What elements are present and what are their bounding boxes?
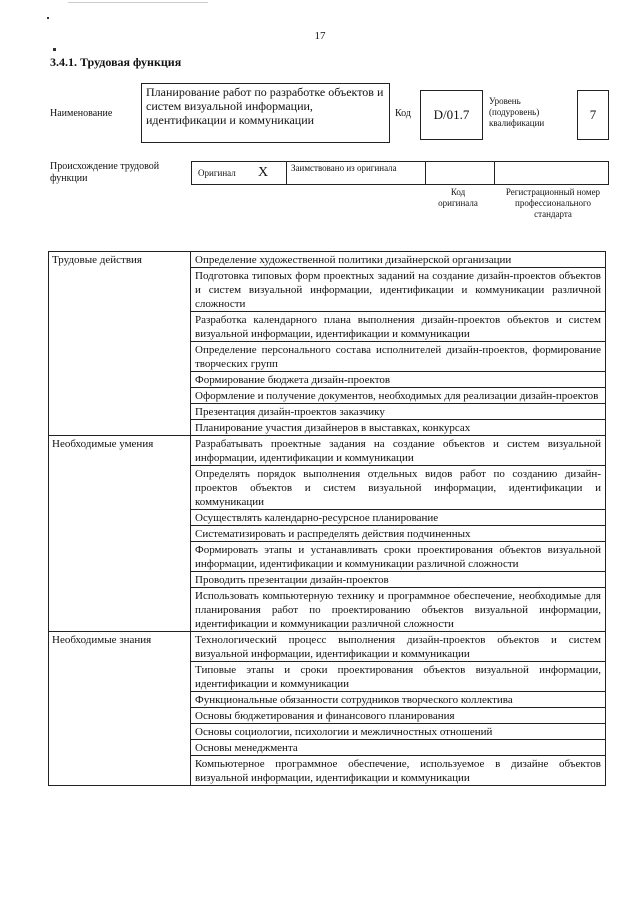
item-cell: Планирование участия дизайнеров в выставках, конкурсах xyxy=(191,420,606,436)
item-cell: Технологический процесс выполнения дизайн-проектов объектов и систем визуальной информации, идентификации и коммуникации xyxy=(191,632,606,662)
category-cell: Необходимые умения xyxy=(49,436,191,632)
code-label: Код xyxy=(395,108,411,119)
item-cell: Определять порядок выполнения отдельных видов работ по созданию дизайн-проектов объектов и систем визуальной информации, идентификации и коммуникации xyxy=(191,466,606,510)
item-cell: Проводить презентации дизайн-проектов xyxy=(191,572,606,588)
name-value-box xyxy=(141,83,390,143)
item-cell: Определение персонального состава исполнителей дизайн-проектов, формирование творческих групп xyxy=(191,342,606,372)
function-name: Планирование работ по разработке объектов и систем визуальной информации, идентификации и коммуникации xyxy=(146,85,384,127)
category-cell: Необходимые знания xyxy=(49,632,191,786)
item-cell: Осуществлять календарно-ресурсное планирование xyxy=(191,510,606,526)
item-cell: Презентация дизайн-проектов заказчику xyxy=(191,404,606,420)
item-cell: Формирование бюджета дизайн-проектов xyxy=(191,372,606,388)
item-cell: Оформление и получение документов, необходимых для реализации дизайн-проектов xyxy=(191,388,606,404)
function-table xyxy=(48,251,606,786)
level-value: 7 xyxy=(589,107,597,122)
item-cell: Подготовка типовых форм проектных заданий на создание дизайн-проектов объектов и систем визуальной информации, идентификации и коммуникации различной сложности xyxy=(191,268,606,312)
code-original-cell xyxy=(425,162,495,184)
origin-label: Происхождение трудовой функции xyxy=(50,161,160,184)
code-value: D/01.7 xyxy=(433,107,470,122)
scan-speck xyxy=(53,48,56,51)
code-value-box xyxy=(420,90,483,140)
original-mark: X xyxy=(258,165,269,180)
item-cell: Систематизировать и распределять действия подчиненных xyxy=(191,526,606,542)
item-cell: Основы социологии, психологии и межличностных отношений xyxy=(191,724,606,740)
item-cell: Формировать этапы и устанавливать сроки проектирования объектов визуальной информации, идентификации и коммуникации различной сложности xyxy=(191,542,606,572)
item-cell: Использовать компьютерную технику и программное обеспечение, необходимые для планирования работ по проектированию объектов визуальной информации, идентификации и коммуникации различной сложности xyxy=(191,588,606,632)
item-cell: Разработка календарного плана выполнения дизайн-проектов объектов и систем визуальной информации, идентификации и коммуникации xyxy=(191,312,606,342)
table-row xyxy=(49,632,606,662)
original-cell xyxy=(192,162,287,184)
item-cell: Разрабатывать проектные задания на создание объектов и систем визуальной информации, идентификации и коммуникации xyxy=(191,436,606,466)
table-row xyxy=(49,252,606,268)
scan-hairline xyxy=(68,2,208,3)
item-cell: Основы бюджетирования и финансового планирования xyxy=(191,708,606,724)
name-label: Наименование xyxy=(50,108,113,119)
level-value-box xyxy=(577,90,609,140)
scan-speck xyxy=(47,17,49,19)
code-original-caption: Код оригинала xyxy=(438,187,478,208)
item-cell: Типовые этапы и сроки проектирования объектов визуальной информации, идентификации и коммуникации xyxy=(191,662,606,692)
category-cell: Трудовые действия xyxy=(49,252,191,436)
borrowed-label: Заимствовано из оригинала xyxy=(291,163,397,173)
item-cell: Функциональные обязанности сотрудников творческого коллектива xyxy=(191,692,606,708)
table-row xyxy=(49,436,606,466)
item-cell: Компьютерное программное обеспечение, используемое в дизайне объектов визуальной информации, идентификации и коммуникации xyxy=(191,756,606,786)
reg-number-caption: Регистрационный номер профессионального стандарта xyxy=(505,187,601,219)
origin-boxes xyxy=(191,161,609,185)
original-label: Оригинал xyxy=(198,168,236,178)
level-label: Уровень (подуровень) квалификации xyxy=(489,96,545,128)
section-title: 3.4.1. Трудовая функция xyxy=(50,55,182,69)
item-cell: Определение художественной политики дизайнерской организации xyxy=(191,252,606,268)
page-number: 17 xyxy=(314,30,326,42)
item-cell: Основы менеджмента xyxy=(191,740,606,756)
